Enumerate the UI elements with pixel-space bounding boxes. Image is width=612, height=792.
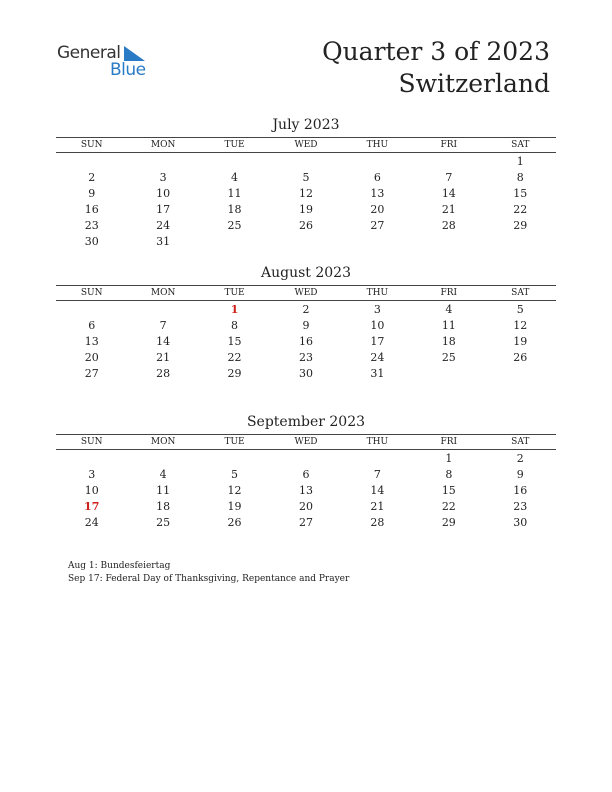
weekday-header: SUN [56, 286, 127, 301]
day-cell: 5 [516, 302, 524, 316]
day-cell: 19 [227, 499, 242, 513]
week-row [56, 217, 556, 233]
weekday-header: FRI [413, 286, 484, 301]
weekday-header-row [56, 138, 556, 153]
calendar-grid [56, 137, 556, 249]
weekday-header: WED [270, 138, 341, 153]
day-cell: 31 [370, 366, 385, 380]
day-cell: 10 [84, 483, 99, 497]
day-cell: 29 [227, 366, 242, 380]
day-cell: 31 [156, 234, 171, 248]
day-cell: 17 [370, 334, 385, 348]
empty-day-cell [56, 450, 127, 467]
day-cell: 19 [513, 334, 528, 348]
weekday-header: SAT [485, 138, 556, 153]
weekday-header: SAT [485, 286, 556, 301]
empty-day-cell [270, 450, 341, 467]
day-cell: 25 [156, 515, 171, 529]
empty-day-cell [413, 233, 484, 249]
holiday-day-cell: 17 [84, 499, 100, 513]
day-cell: 15 [227, 334, 242, 348]
month-august [56, 264, 556, 381]
day-cell: 12 [513, 318, 528, 332]
weekday-header: THU [342, 138, 413, 153]
quarter-title: Quarter 3 of 2023 [322, 37, 550, 66]
empty-day-cell [413, 365, 484, 381]
day-cell: 25 [227, 218, 242, 232]
week-row [56, 514, 556, 530]
day-cell: 28 [156, 366, 171, 380]
day-cell: 27 [84, 366, 99, 380]
month-september [56, 413, 556, 530]
empty-day-cell [127, 450, 198, 467]
day-cell: 23 [513, 499, 528, 513]
day-cell: 12 [227, 483, 242, 497]
day-cell: 9 [302, 318, 310, 332]
day-cell: 7 [445, 170, 453, 184]
day-cell: 11 [441, 318, 456, 332]
day-cell: 21 [441, 202, 456, 216]
empty-day-cell [485, 233, 556, 249]
holiday-notes [68, 560, 349, 586]
empty-day-cell [199, 233, 270, 249]
empty-day-cell [342, 153, 413, 170]
day-cell: 23 [298, 350, 313, 364]
day-cell: 4 [231, 170, 239, 184]
day-cell: 27 [370, 218, 385, 232]
holiday-note: Sep 17: Federal Day of Thanksgiving, Repentance and Prayer [68, 574, 350, 584]
day-cell: 9 [88, 186, 96, 200]
day-cell: 4 [445, 302, 453, 316]
empty-day-cell [342, 450, 413, 467]
day-cell: 1 [445, 451, 453, 465]
day-cell: 5 [231, 467, 239, 481]
week-row [56, 317, 556, 333]
day-cell: 17 [156, 202, 171, 216]
day-cell: 8 [231, 318, 239, 332]
day-cell: 11 [156, 483, 171, 497]
weekday-header-row [56, 435, 556, 450]
day-cell: 3 [373, 302, 381, 316]
day-cell: 5 [302, 170, 310, 184]
empty-day-cell [56, 301, 127, 318]
weekday-header: THU [342, 286, 413, 301]
generalblue-logo [57, 43, 157, 83]
week-row [56, 333, 556, 349]
empty-day-cell [413, 153, 484, 170]
weekday-header: WED [270, 435, 341, 450]
day-cell: 16 [298, 334, 313, 348]
empty-day-cell [199, 153, 270, 170]
week-row [56, 153, 556, 170]
weekday-header: SUN [56, 138, 127, 153]
week-row [56, 233, 556, 249]
month-july [56, 116, 556, 249]
day-cell: 30 [513, 515, 528, 529]
day-cell: 29 [513, 218, 528, 232]
empty-day-cell [485, 365, 556, 381]
day-cell: 4 [159, 467, 167, 481]
week-row [56, 185, 556, 201]
day-cell: 12 [298, 186, 313, 200]
day-cell: 26 [298, 218, 313, 232]
day-cell: 25 [441, 350, 456, 364]
country-title: Switzerland [398, 69, 550, 98]
day-cell: 18 [441, 334, 456, 348]
weekday-header: FRI [413, 435, 484, 450]
day-cell: 8 [445, 467, 453, 481]
weekday-header: SUN [56, 435, 127, 450]
day-cell: 24 [156, 218, 171, 232]
day-cell: 13 [84, 334, 99, 348]
day-cell: 9 [516, 467, 524, 481]
day-cell: 20 [298, 499, 313, 513]
day-cell: 21 [370, 499, 385, 513]
day-cell: 19 [298, 202, 313, 216]
day-cell: 26 [227, 515, 242, 529]
empty-day-cell [199, 450, 270, 467]
weekday-header: MON [127, 435, 198, 450]
day-cell: 26 [513, 350, 528, 364]
day-cell: 7 [373, 467, 381, 481]
week-row [56, 466, 556, 482]
day-cell: 10 [156, 186, 171, 200]
empty-day-cell [56, 153, 127, 170]
day-cell: 6 [302, 467, 310, 481]
weekday-header: FRI [413, 138, 484, 153]
month-title: September 2023 [246, 414, 366, 430]
week-row [56, 450, 556, 467]
day-cell: 2 [302, 302, 310, 316]
weekday-header: THU [342, 435, 413, 450]
page-title [322, 36, 550, 100]
calendar-grid [56, 434, 556, 530]
weekday-header: TUE [199, 286, 270, 301]
day-cell: 22 [441, 499, 456, 513]
week-row [56, 498, 556, 514]
day-cell: 14 [370, 483, 385, 497]
empty-day-cell [270, 153, 341, 170]
day-cell: 14 [156, 334, 171, 348]
weekday-header-row [56, 286, 556, 301]
day-cell: 20 [84, 350, 99, 364]
day-cell: 16 [84, 202, 99, 216]
day-cell: 2 [88, 170, 96, 184]
day-cell: 16 [513, 483, 528, 497]
logo-text-blue: Blue [110, 60, 146, 80]
day-cell: 27 [298, 515, 313, 529]
day-cell: 22 [513, 202, 528, 216]
weekday-header: TUE [199, 435, 270, 450]
day-cell: 24 [370, 350, 385, 364]
day-cell: 18 [227, 202, 242, 216]
empty-day-cell [270, 233, 341, 249]
holiday-day-cell: 1 [230, 302, 239, 316]
day-cell: 6 [88, 318, 96, 332]
weekday-header: TUE [199, 138, 270, 153]
day-cell: 21 [156, 350, 171, 364]
day-cell: 23 [84, 218, 99, 232]
day-cell: 28 [370, 515, 385, 529]
day-cell: 1 [516, 154, 524, 168]
empty-day-cell [127, 153, 198, 170]
day-cell: 6 [373, 170, 381, 184]
week-row [56, 349, 556, 365]
day-cell: 28 [441, 218, 456, 232]
weekday-header: WED [270, 286, 341, 301]
day-cell: 24 [84, 515, 99, 529]
holiday-note: Aug 1: Bundesfeiertag [68, 561, 171, 571]
month-title: July 2023 [272, 117, 340, 133]
day-cell: 3 [159, 170, 167, 184]
week-row [56, 201, 556, 217]
logo-text-general: General [57, 43, 121, 63]
weekday-header: MON [127, 286, 198, 301]
day-cell: 3 [88, 467, 96, 481]
day-cell: 14 [441, 186, 456, 200]
week-row [56, 482, 556, 498]
day-cell: 10 [370, 318, 385, 332]
day-cell: 22 [227, 350, 242, 364]
weekday-header: MON [127, 138, 198, 153]
day-cell: 15 [513, 186, 528, 200]
weekday-header: SAT [485, 435, 556, 450]
day-cell: 2 [516, 451, 524, 465]
empty-day-cell [342, 233, 413, 249]
day-cell: 18 [156, 499, 171, 513]
empty-day-cell [127, 301, 198, 318]
day-cell: 30 [84, 234, 99, 248]
day-cell: 13 [370, 186, 385, 200]
week-row [56, 365, 556, 381]
day-cell: 7 [159, 318, 167, 332]
month-title: August 2023 [261, 265, 351, 281]
day-cell: 8 [516, 170, 524, 184]
day-cell: 11 [227, 186, 242, 200]
day-cell: 15 [441, 483, 456, 497]
day-cell: 20 [370, 202, 385, 216]
day-cell: 29 [441, 515, 456, 529]
week-row [56, 301, 556, 318]
day-cell: 30 [298, 366, 313, 380]
calendar-grid [56, 285, 556, 381]
day-cell: 13 [298, 483, 313, 497]
week-row [56, 169, 556, 185]
